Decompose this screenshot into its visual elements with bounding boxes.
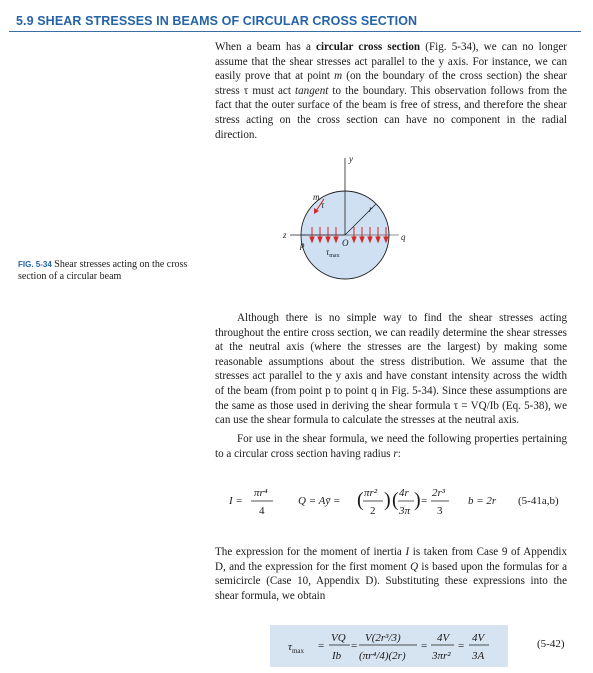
text-span: (Fig. 5-34), we can no longer assume that the shear stresses act parallel to the y axis. For instance, we can easily prove that at point	[215, 41, 567, 83]
body-paragraph-2: Although there is no simple way to find the shear stresses acting throughout the entire cross section, we can readily determine the shear stresses at the neutral axis (where the stresses are the largest) by making some reasonable assumptions about the stress distribution. We assume that the stresses act parallel to the y axis and have constant intensity across the width of the beam (from point p to point q in Fig. 5-34). Since these assumptions are the same as those used in deriving the shear formula τ = VQ/Ib (Eq. 5-38), we can use the shear formula to calculate the stresses at the neutral axis.	[215, 312, 567, 427]
eq-sign-3: =	[421, 640, 428, 652]
section-title: 5.9 SHEAR STRESSES IN BEAMS OF CIRCULAR CROSS SECTION	[16, 14, 418, 28]
f2-num: V(2r³/3)	[365, 632, 401, 644]
intro-paragraph	[215, 40, 567, 142]
bold-term: circular cross section	[316, 41, 421, 53]
equation-5-41-svg	[215, 482, 575, 522]
I-lhs: I =	[229, 495, 243, 507]
body-paragraph-3	[215, 432, 567, 461]
svg-text:): )	[414, 489, 421, 511]
equation-5-41	[215, 482, 575, 522]
italic-term: r	[393, 447, 398, 460]
caption-label: FIG. 5-34	[18, 260, 52, 269]
italic-term: tangent	[295, 84, 329, 97]
f1-den: Ib	[332, 650, 342, 662]
p-label: p	[300, 240, 305, 250]
italic-term: I	[405, 546, 410, 558]
q-label: q	[401, 232, 406, 242]
text-span: is taken from Case 9 of Appendix D, and the expression for the first moment	[215, 546, 567, 573]
circle-cross-section-diagram	[270, 150, 430, 280]
Q-f3-num: 2r³	[432, 487, 446, 499]
svg-text:(: (	[357, 489, 364, 511]
body-paragraph-4	[215, 545, 567, 603]
figure-caption	[18, 259, 188, 283]
I-numerator: πr⁴	[254, 487, 268, 499]
m-label: m	[313, 192, 320, 202]
italic-term: m	[334, 70, 343, 83]
figure-5-34	[270, 150, 430, 285]
I-denominator: 4	[259, 505, 265, 517]
equation-number-5-42: (5-42)	[537, 638, 565, 650]
tau-max-lhs: $\tau_{max}$	[288, 641, 304, 655]
f1-num: VQ	[331, 632, 346, 644]
f4-den: 3A	[472, 650, 485, 662]
f3-den: 3πr²	[432, 650, 451, 662]
Q-f1-den: 2	[370, 505, 376, 517]
origin-label: O	[342, 238, 349, 248]
y-label: y	[349, 154, 353, 164]
Q-f1-num: πr²	[364, 487, 378, 499]
b-expression: b = 2r	[468, 495, 497, 507]
Q-equals: =	[421, 495, 428, 507]
text-span: to the boundary. This observation follows from the fact that the outer surface of the beam is free of stress, and therefore the shear stress acting on the cross section can have no component in the radial direction.	[215, 84, 567, 141]
tau-label: τ	[321, 200, 325, 210]
equation-5-42-svg	[270, 625, 508, 667]
Q-lhs: Q = Aȳ =	[298, 495, 341, 507]
text-span: (on the boundary of the cross section) the shear stress τ must act	[215, 70, 568, 97]
equation-number-5-41: (5-41a,b)	[518, 495, 559, 507]
Q-f3-den: 3	[437, 505, 443, 517]
text-span: is based upon the formulas for a semicircle (Case 10, Appendix D). Substituting these expressions into the shear formula, we obtain	[215, 560, 567, 602]
text-span: When a beam has a	[215, 41, 317, 53]
z-label: z	[283, 230, 287, 240]
svg-text:): )	[384, 489, 391, 511]
svg-text:(: (	[392, 489, 399, 511]
f3-num: 4V	[437, 632, 450, 644]
text-span: The expression for the moment of inertia	[215, 546, 406, 558]
Q-f2-den: 3π	[399, 505, 411, 517]
f4-num: 4V	[472, 632, 485, 644]
equation-5-42-box	[270, 625, 508, 667]
tau-max-label: $\tau_{max}$	[326, 247, 340, 259]
text-span: For use in the shear formula, we need the following properties pertaining to a circular cross section having radius	[215, 433, 567, 460]
eq-sign-1: =	[318, 640, 325, 652]
Q-f2-num: 4r	[399, 487, 409, 499]
italic-term: Q	[410, 560, 419, 573]
text-span: :	[397, 447, 401, 460]
eq-sign-4: =	[458, 640, 465, 652]
section-header	[9, 5, 581, 32]
r-label: r	[369, 204, 373, 214]
caption-text: Shear stresses acting on the cross section of a circular beam	[18, 259, 188, 282]
eq-sign-2: =	[351, 640, 358, 652]
f2-den: (πr⁴/4)(2r)	[359, 650, 406, 662]
